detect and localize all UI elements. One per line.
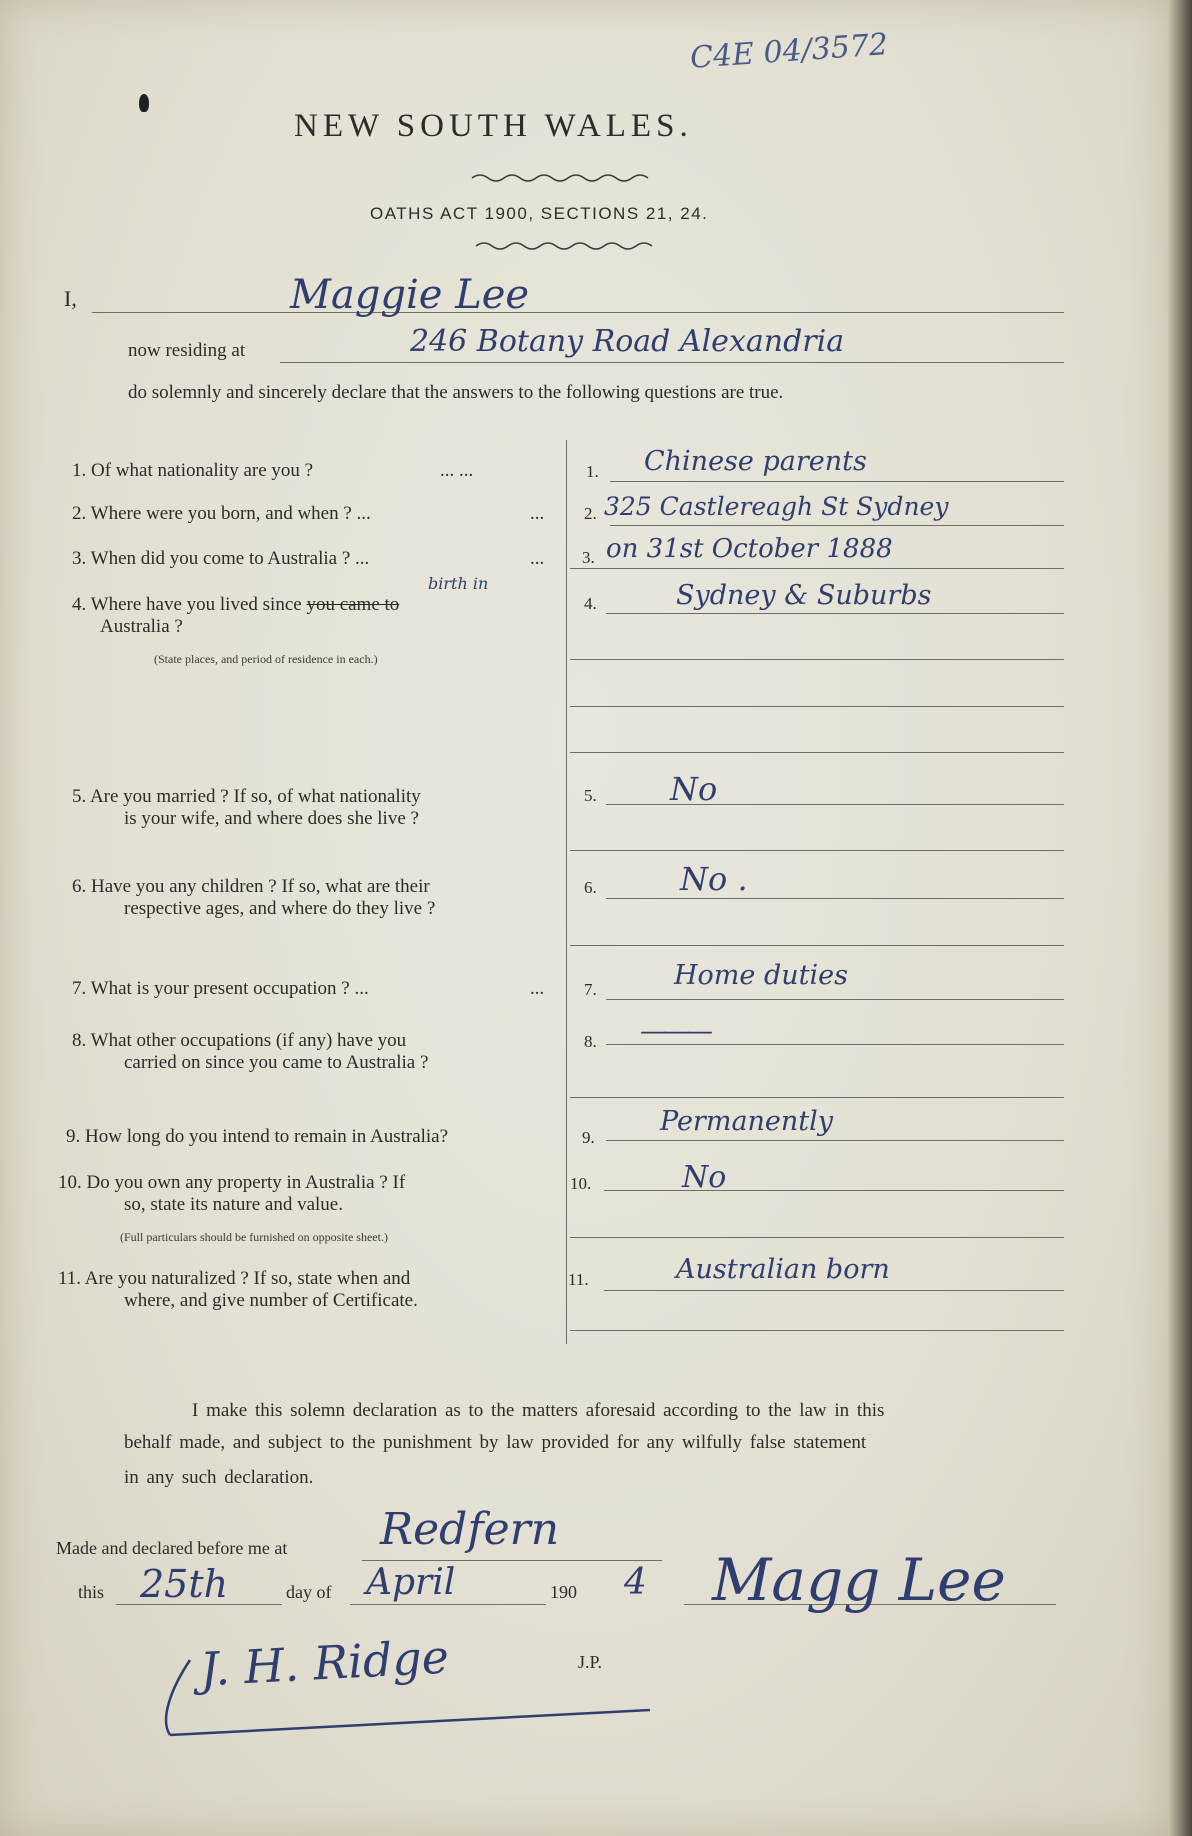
declarant-name: Maggie Lee	[290, 272, 530, 318]
residing-label: now residing at	[128, 340, 246, 361]
leader-dots: ...	[530, 978, 545, 999]
question-6: 6. Have you any children ? If so, what are their	[72, 876, 430, 897]
answer-9: Permanently	[660, 1106, 834, 1137]
made-label: Made and declared before me at	[56, 1538, 288, 1558]
question-7: 7. What is your present occupation ? ...	[72, 978, 369, 999]
act-reference: OATHS ACT 1900, SECTIONS 21, 24.	[370, 204, 709, 223]
answer-number-11: 11.	[568, 1270, 589, 1289]
jp-signature: J. H. Ridge	[198, 1629, 451, 1697]
place: Redfern	[380, 1504, 560, 1555]
answer-line	[606, 898, 1064, 899]
answer-number-7: 7.	[584, 980, 597, 999]
answer-line	[570, 568, 1064, 569]
question-4-line2: Australia ?	[100, 616, 183, 637]
year-suffix: 4	[624, 1562, 647, 1603]
form-title: NEW SOUTH WALES.	[294, 108, 693, 144]
question-11: 11. Are you naturalized ? If so, state when and	[58, 1268, 411, 1289]
column-divider	[566, 440, 567, 1344]
question-10: 10. Do you own any property in Australia ? If	[58, 1172, 406, 1193]
answer-8: ———	[640, 1016, 709, 1047]
answer-number-4: 4.	[584, 594, 597, 613]
answer-line	[610, 481, 1064, 482]
ornament-rule	[474, 240, 654, 252]
answer-line	[570, 1237, 1064, 1238]
answer-number-1: 1.	[586, 462, 599, 481]
declaration-line-3: in any such declaration.	[124, 1467, 314, 1488]
answer-4: Sydney & Suburbs	[676, 580, 932, 611]
name-line	[92, 312, 1064, 313]
question-6-line2: respective ages, and where do they live ?	[124, 898, 436, 919]
inserted-text: birth in	[428, 574, 489, 593]
declarant-signature: Magg Lee	[712, 1546, 1006, 1614]
declaration-line-1: I make this solemn declaration as to the matters aforesaid according to the law in this	[192, 1400, 885, 1421]
answer-line	[570, 706, 1064, 707]
answer-2: 325 Castlereagh St Sydney	[604, 492, 949, 521]
leader-dots: ...	[530, 503, 545, 524]
jp-label: J.P.	[578, 1652, 603, 1672]
ornament-rule	[470, 172, 655, 184]
answer-line	[606, 1140, 1064, 1141]
day-of-label: day of	[286, 1582, 332, 1602]
answer-number-9: 9.	[582, 1128, 595, 1147]
answer-line	[570, 752, 1064, 753]
question-2: 2. Where were you born, and when ? ...	[72, 503, 371, 524]
struck-text: you came to	[306, 594, 400, 615]
answer-line	[606, 613, 1064, 614]
ink-blot	[139, 94, 149, 112]
question-11-line2: where, and give number of Certificate.	[124, 1290, 418, 1311]
question-4-text: 4. Where have you lived since	[72, 594, 307, 615]
question-9: 9. How long do you intend to remain in Australia?	[66, 1126, 449, 1147]
answer-line	[570, 850, 1064, 851]
answer-number-8: 8.	[584, 1032, 597, 1051]
answer-5: No	[670, 770, 718, 808]
answer-number-2: 2.	[584, 504, 597, 523]
this-label: this	[78, 1582, 105, 1602]
answer-line	[570, 945, 1064, 946]
question-5-line2: is your wife, and where does she live ?	[124, 808, 419, 829]
month: April	[366, 1562, 456, 1603]
answer-number-6: 6.	[584, 878, 597, 897]
day: 25th	[140, 1562, 229, 1606]
answer-line	[570, 1330, 1064, 1331]
declarant-prefix: I,	[64, 286, 77, 311]
question-4-note: (State places, and period of residence in each.)	[154, 652, 378, 666]
address-line	[280, 362, 1064, 363]
question-10-line2: so, state its nature and value.	[124, 1194, 343, 1215]
answer-line	[604, 1290, 1064, 1291]
answer-line	[610, 525, 1064, 526]
question-1: 1. Of what nationality are you ?	[72, 460, 314, 481]
question-8-line2: carried on since you came to Australia ?	[124, 1052, 429, 1073]
question-10-note: (Full particulars should be furnished on opposite sheet.)	[120, 1230, 388, 1244]
answer-1: Chinese parents	[644, 446, 867, 477]
leader-dots: ... ...	[440, 460, 474, 481]
answer-3: on 31st October 1888	[606, 534, 893, 564]
declarant-address: 246 Botany Road Alexandria	[410, 324, 845, 359]
answer-11: Australian born	[676, 1254, 890, 1285]
answer-line	[606, 999, 1064, 1000]
question-8: 8. What other occupations (if any) have you	[72, 1030, 407, 1051]
answer-7: Home duties	[674, 960, 848, 991]
answer-number-5: 5.	[584, 786, 597, 805]
month-line	[350, 1604, 546, 1605]
answer-line	[570, 1097, 1064, 1098]
answer-6: No .	[680, 860, 748, 898]
page-edge	[1168, 0, 1192, 1836]
answer-line	[570, 659, 1064, 660]
declaration-line-2: behalf made, and subject to the punishment by law provided for any wilfully false statement	[124, 1432, 867, 1453]
answer-line	[604, 1190, 1064, 1191]
question-3: 3. When did you come to Australia ? ...	[72, 548, 370, 569]
answer-number-10: 10.	[570, 1174, 592, 1193]
answer-10: No	[682, 1160, 727, 1195]
reference-number: C4E 04/3572	[689, 27, 890, 76]
question-5: 5. Are you married ? If so, of what nationality	[72, 786, 421, 807]
intro-statement: do solemnly and sincerely declare that the answers to the following questions are true.	[128, 382, 784, 403]
year-prefix: 190	[550, 1582, 577, 1602]
place-line	[362, 1560, 662, 1561]
leader-dots: ...	[530, 548, 545, 569]
answer-number-3: 3.	[582, 548, 595, 567]
question-4	[72, 594, 399, 616]
